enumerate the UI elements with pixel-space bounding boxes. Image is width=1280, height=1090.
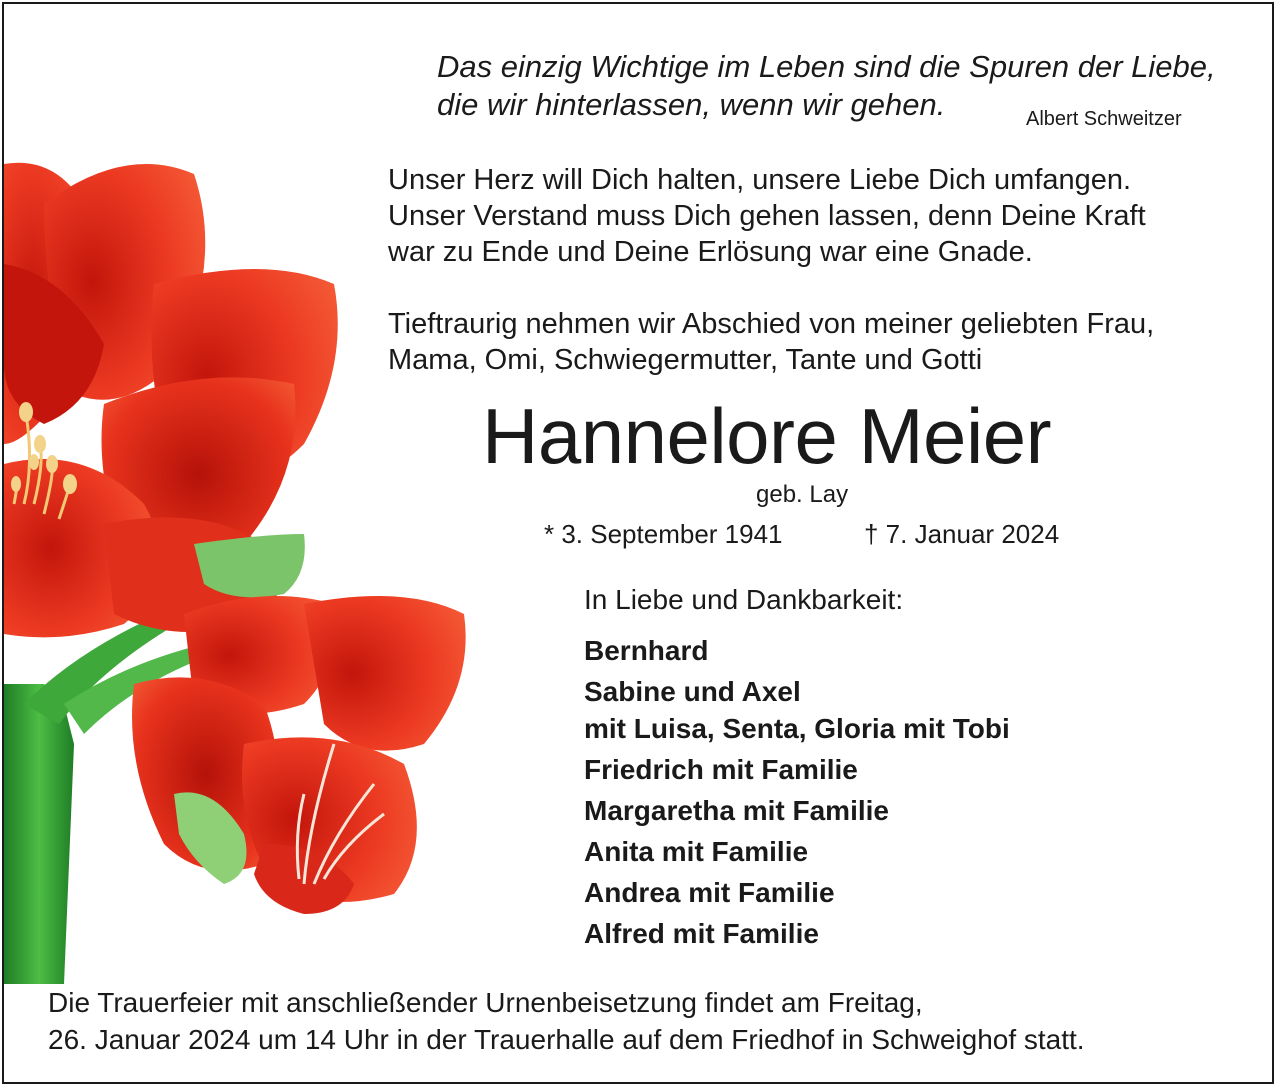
intro-line-3: war zu Ende und Deine Erlösung war eine Gnade. <box>388 236 1033 268</box>
intro-line-1: Unser Herz will Dich halten, unsere Liebe Dich umfangen. <box>388 164 1132 196</box>
mourner-group-sabine <box>584 673 1010 747</box>
intro-line-2: Unser Verstand muss Dich gehen lassen, denn Deine Kraft <box>388 200 1146 232</box>
funeral-info <box>48 984 1085 1058</box>
death-date: † 7. Januar 2024 <box>864 519 1060 549</box>
maiden-name: geb. Lay <box>756 481 849 508</box>
quote-line-2: die wir hinterlassen, wenn wir gehen. <box>437 87 946 122</box>
deceased-name: Hannelore Meier <box>482 392 1052 480</box>
quote-line-1: Das einzig Wichtige im Leben sind die Spuren der Liebe, <box>437 49 1216 84</box>
obituary-notice <box>2 2 1274 1084</box>
mourner-friedrich: Friedrich mit Familie <box>584 754 858 785</box>
mourner-sabine: Sabine und Axel <box>584 676 801 707</box>
mourner-andrea: Andrea mit Familie <box>584 877 835 908</box>
announcement-line-2: Mama, Omi, Schwiegermutter, Tante und Gotti <box>388 344 983 376</box>
quote-author: Albert Schweitzer <box>1026 108 1182 130</box>
amaryllis-flower-image <box>4 144 484 984</box>
funeral-line-1: Die Trauerfeier mit anschließender Urnenbeisetzung findet am Freitag, <box>48 987 923 1018</box>
intro-paragraph <box>388 162 1146 270</box>
announcement-line-1: Tieftraurig nehmen wir Abschied von meiner geliebten Frau, <box>388 308 1155 340</box>
mourner-bernhard: Bernhard <box>584 635 709 666</box>
announcement-paragraph <box>388 306 1154 378</box>
mourner-sabine-children: mit Luisa, Senta, Gloria mit Tobi <box>584 713 1010 744</box>
birth-date: * 3. September 1941 <box>544 519 783 549</box>
mourners-intro: In Liebe und Dankbarkeit: <box>584 584 904 615</box>
mourners-list <box>584 632 1010 956</box>
mourner-alfred: Alfred mit Familie <box>584 918 819 949</box>
funeral-line-2: 26. Januar 2024 um 14 Uhr in der Trauerhalle auf dem Friedhof in Schweighof statt. <box>48 1024 1085 1055</box>
mourner-anita: Anita mit Familie <box>584 836 809 867</box>
mourner-margaretha: Margaretha mit Familie <box>584 795 889 826</box>
